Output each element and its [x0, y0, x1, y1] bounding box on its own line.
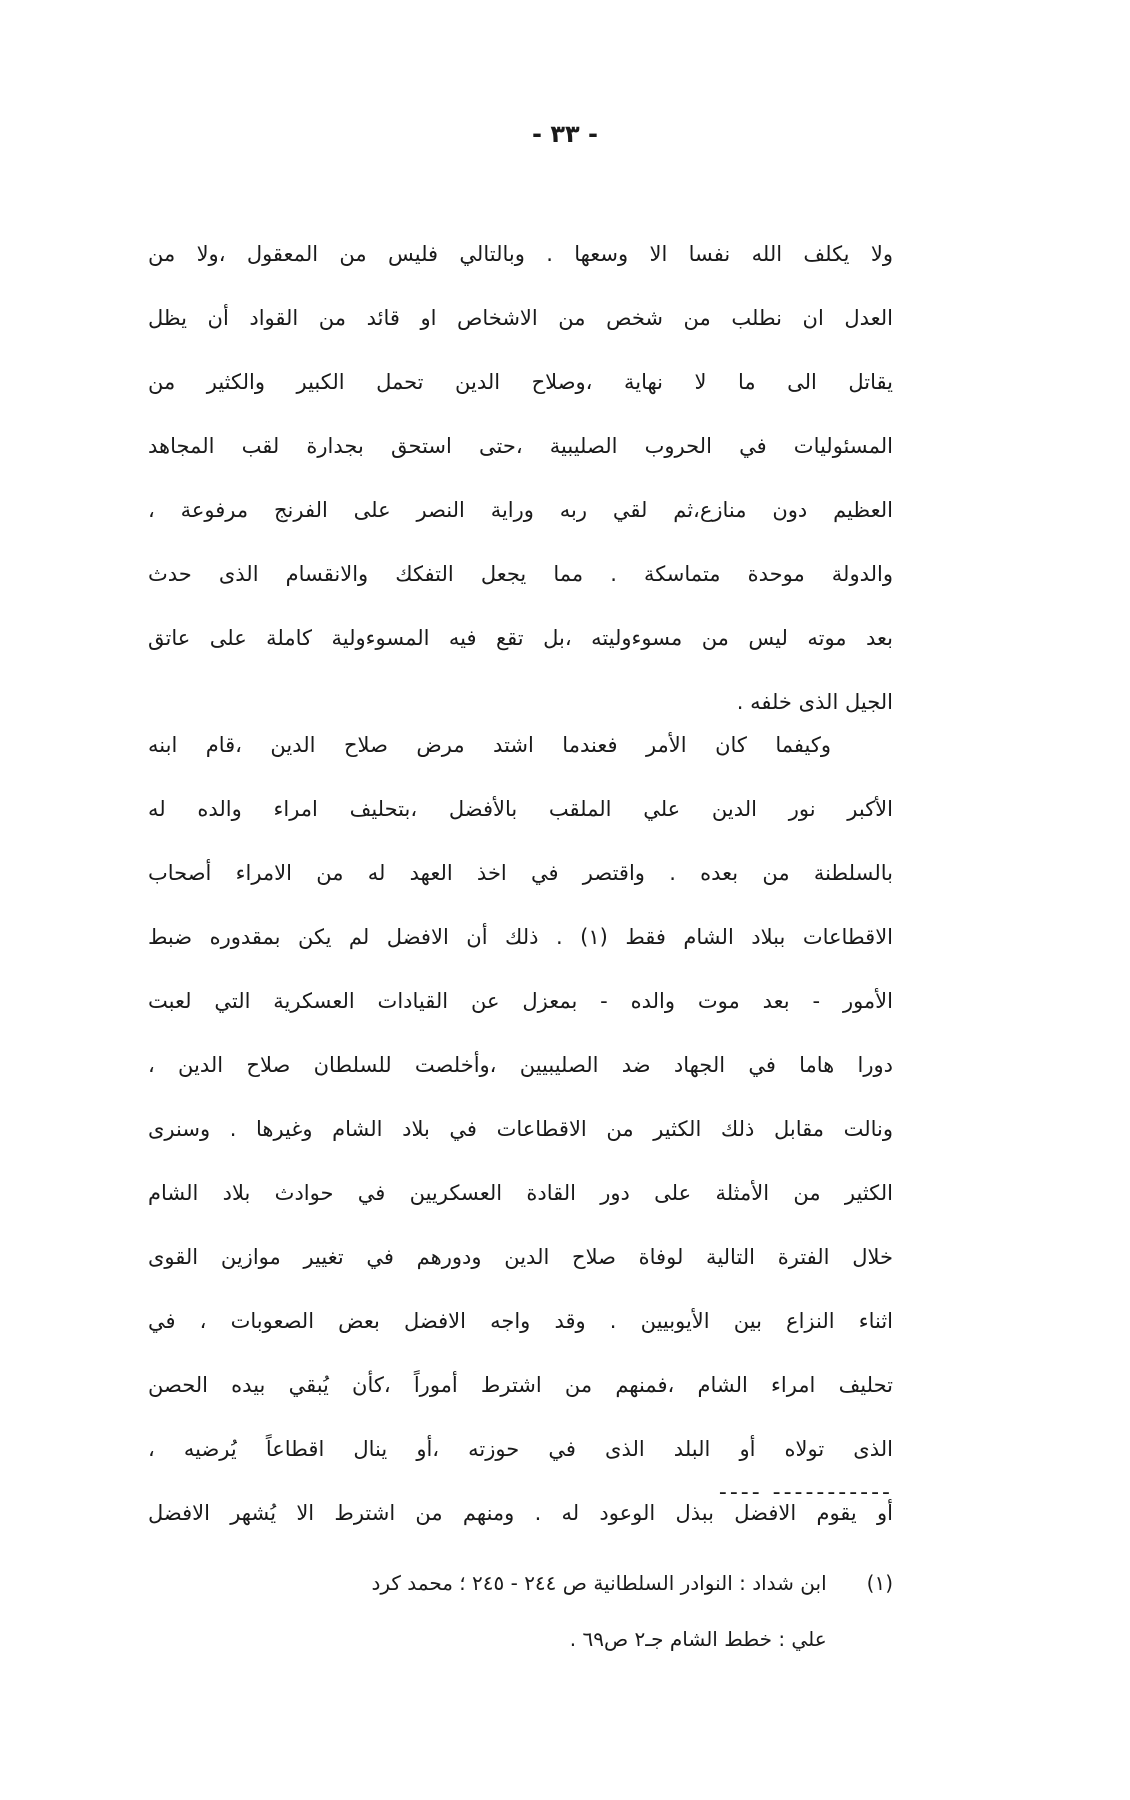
text-line: يقاتل الى ما لا نهاية ،وصلاح الدين تحمل الكبير والكثير من	[148, 370, 893, 394]
footnote-marker: (١)	[866, 1571, 893, 1595]
footnote-text: علي : خطط الشام جـ٢ ص٦٩ .	[569, 1627, 827, 1651]
paragraph-1	[148, 222, 893, 734]
text-line: خلال الفترة التالية لوفاة صلاح الدين ودورهم في تغيير موازين القوى	[148, 1245, 893, 1269]
text-line: بعد موته ليس من مسوءوليته ،بل تقع فيه المسوءولية كاملة على عاتق	[148, 626, 893, 650]
text-line: الاقطاعات ببلاد الشام فقط (١) . ذلك أن الافضل لم يكن بمقدوره ضبط	[148, 925, 893, 949]
paragraph-2	[148, 713, 893, 1545]
text-line: وكيفما كان الأمر فعندما اشتد مرض صلاح الدين ،قام ابنه	[148, 733, 831, 757]
text-line: العظيم دون منازع،ثم لقي ربه وراية النصر على الفرنج مرفوعة ،	[148, 498, 893, 522]
footnote	[170, 1555, 893, 1667]
text-line: ولا يكلف الله نفسا الا وسعها . وبالتالي فليس من المعقول ،ولا من	[148, 242, 893, 266]
footnote-text: ابن شداد : النوادر السلطانية ص ٢٤٤ - ٢٤٥ ؛ محمد كرد	[371, 1571, 827, 1595]
text-line: العدل ان نطلب من شخص من الاشخاص او قائد من القواد أن يظل	[148, 306, 893, 330]
text-line: اثناء النزاع بين الأيوبيين . وقد واجه الافضل بعض الصعوبات ، في	[148, 1309, 893, 1333]
text-line: الكثير من الأمثلة على دور القادة العسكريين في حوادث بلاد الشام	[148, 1181, 893, 1205]
text-line: المسئوليات في الحروب الصليبية ،حتى استحق بجدارة لقب المجاهد	[148, 434, 893, 458]
page-number: - ٣٣ -	[532, 120, 598, 148]
text-line: والدولة موحدة متماسكة . مما يجعل التفكك والانقسام الذى حدث	[148, 562, 893, 586]
text-line: دورا هاما في الجهاد ضد الصليبيين ،وأخلصت للسلطان صلاح الدين ،	[148, 1053, 893, 1077]
text-line: ونالت مقابل ذلك الكثير من الاقطاعات في بلاد الشام وغيرها . وسنرى	[148, 1117, 893, 1141]
text-line: أو يقوم الافضل ببذل الوعود له . ومنهم من اشترط الا يُشهر الافضل	[148, 1501, 893, 1525]
footnote-separator: ----------- ----	[718, 1480, 893, 1505]
text-line: الجيل الذى خلفه .	[736, 690, 893, 714]
footnote-line-1	[170, 1555, 893, 1611]
text-line: الذى تولاه أو البلد الذى في حوزته ،أو ينال اقطاعاً يُرضيه ،	[148, 1437, 893, 1461]
text-line: الأكبر نور الدين علي الملقب بالأفضل ،بتحليف امراء والده له	[148, 797, 893, 821]
footnote-line-2	[170, 1611, 893, 1667]
text-line: تحليف امراء الشام ،فمنهم من اشترط أموراً ،كأن يُبقي بيده الحصن	[148, 1373, 893, 1397]
text-line: بالسلطنة من بعده . واقتصر في اخذ العهد له من الامراء أصحاب	[148, 861, 893, 885]
text-line: الأمور - بعد موت والده - بمعزل عن القيادات العسكرية التي لعبت	[148, 989, 893, 1013]
